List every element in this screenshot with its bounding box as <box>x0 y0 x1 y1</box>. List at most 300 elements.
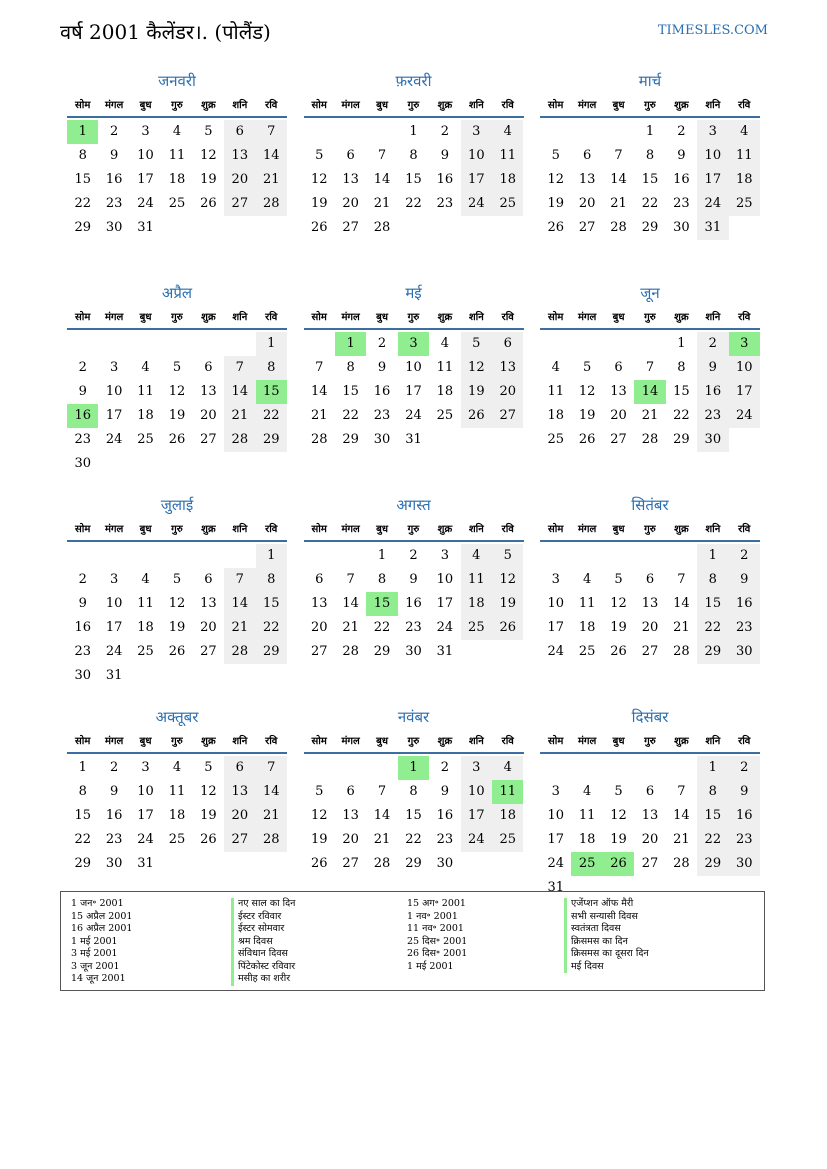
day-cell[interactable]: 16 <box>105 808 123 823</box>
day-cell[interactable]: 1 <box>697 756 728 780</box>
day-cell[interactable]: 17 <box>729 380 760 404</box>
day-cell[interactable]: 12 <box>610 808 627 823</box>
day-cell[interactable]: 11 <box>578 808 596 823</box>
day-cell[interactable]: 14 <box>673 596 690 611</box>
day-cell[interactable]: 6 <box>645 572 655 587</box>
day-cell[interactable]: 2 <box>440 760 450 775</box>
day-cell[interactable]: 3 <box>697 120 728 144</box>
day-cell[interactable]: 2 <box>729 756 760 780</box>
day-cell[interactable]: 27 <box>310 644 328 659</box>
day-cell[interactable]: 3 <box>551 784 560 799</box>
day-cell[interactable]: 16 <box>729 804 760 828</box>
day-cell[interactable]: 21 <box>673 620 690 635</box>
day-cell[interactable]: 16 <box>105 172 123 187</box>
day-cell[interactable]: 2 <box>78 572 87 587</box>
day-cell[interactable]: 31 <box>105 668 123 683</box>
day-cell[interactable]: 8 <box>645 148 655 163</box>
day-cell[interactable]: 23 <box>729 828 760 852</box>
day-cell[interactable]: 19 <box>492 592 523 616</box>
day-cell[interactable]: 17 <box>547 832 564 847</box>
day-cell[interactable]: 11 <box>137 596 154 611</box>
day-cell[interactable]: 1 <box>645 124 655 139</box>
day-cell[interactable]: 13 <box>224 780 255 804</box>
day-cell[interactable]: 9 <box>440 148 450 163</box>
day-cell[interactable]: 21 <box>373 832 391 847</box>
day-cell[interactable]: 28 <box>256 192 287 216</box>
day-cell[interactable]: 20 <box>492 380 523 404</box>
day-cell[interactable]: 12 <box>168 596 186 611</box>
day-cell[interactable]: 6 <box>582 148 592 163</box>
day-cell[interactable]: 23 <box>105 832 123 847</box>
day-cell[interactable]: 26 <box>200 832 217 847</box>
day-cell[interactable]: 4 <box>440 336 450 351</box>
day-cell[interactable]: 6 <box>346 148 355 163</box>
day-cell[interactable]: 18 <box>461 592 492 616</box>
day-cell[interactable]: 26 <box>310 220 328 235</box>
day-cell[interactable]: 22 <box>256 616 287 640</box>
day-cell[interactable]: 22 <box>74 196 91 211</box>
day-cell[interactable]: 26 <box>168 644 186 659</box>
day-cell[interactable]: 19 <box>200 172 217 187</box>
day-cell[interactable]: 20 <box>200 408 217 423</box>
day-cell[interactable]: 5 <box>172 360 182 375</box>
day-cell[interactable]: 15 <box>405 172 422 187</box>
day-cell[interactable]: 30 <box>74 668 91 683</box>
day-cell[interactable]: 25 <box>168 832 186 847</box>
day-cell[interactable]: 5 <box>582 360 592 375</box>
day-cell[interactable]: 16 <box>697 380 728 404</box>
day-cell[interactable]: 23 <box>405 620 422 635</box>
holiday-day[interactable]: 11 <box>492 780 523 804</box>
holiday-day[interactable]: 3 <box>729 332 760 356</box>
day-cell[interactable]: 6 <box>315 572 324 587</box>
day-cell[interactable]: 12 <box>200 148 217 163</box>
day-cell[interactable]: 13 <box>200 384 217 399</box>
day-cell[interactable]: 17 <box>137 808 154 823</box>
day-cell[interactable]: 9 <box>409 572 418 587</box>
day-cell[interactable]: 4 <box>492 756 523 780</box>
holiday-day[interactable]: 3 <box>398 332 429 356</box>
day-cell[interactable]: 23 <box>74 644 91 659</box>
day-cell[interactable]: 14 <box>256 780 287 804</box>
day-cell[interactable]: 13 <box>310 596 328 611</box>
day-cell[interactable]: 4 <box>492 120 523 144</box>
day-cell[interactable]: 26 <box>547 220 564 235</box>
day-cell[interactable]: 21 <box>373 196 391 211</box>
day-cell[interactable]: 6 <box>614 360 623 375</box>
day-cell[interactable]: 25 <box>436 408 454 423</box>
day-cell[interactable]: 15 <box>342 384 359 399</box>
day-cell[interactable]: 31 <box>547 880 564 895</box>
day-cell[interactable]: 9 <box>729 780 760 804</box>
day-cell[interactable]: 29 <box>697 852 728 876</box>
day-cell[interactable]: 9 <box>697 356 728 380</box>
day-cell[interactable]: 6 <box>224 120 255 144</box>
day-cell[interactable]: 20 <box>641 620 659 635</box>
day-cell[interactable]: 26 <box>200 196 217 211</box>
day-cell[interactable]: 11 <box>729 144 760 168</box>
day-cell[interactable]: 14 <box>373 172 391 187</box>
day-cell[interactable]: 1 <box>697 544 728 568</box>
day-cell[interactable]: 27 <box>492 404 523 428</box>
day-cell[interactable]: 5 <box>315 148 324 163</box>
day-cell[interactable]: 7 <box>645 360 655 375</box>
day-cell[interactable]: 31 <box>697 216 728 240</box>
day-cell[interactable]: 17 <box>105 408 123 423</box>
day-cell[interactable]: 27 <box>200 432 217 447</box>
holiday-day[interactable]: 25 <box>571 852 602 876</box>
holiday-day[interactable]: 1 <box>398 756 429 780</box>
day-cell[interactable]: 27 <box>224 192 255 216</box>
day-cell[interactable]: 31 <box>405 432 422 447</box>
day-cell[interactable]: 25 <box>729 192 760 216</box>
day-cell[interactable]: 27 <box>342 856 359 871</box>
day-cell[interactable]: 15 <box>74 172 91 187</box>
day-cell[interactable]: 26 <box>492 616 523 640</box>
day-cell[interactable]: 7 <box>377 784 387 799</box>
day-cell[interactable]: 30 <box>436 856 454 871</box>
holiday-day[interactable]: 14 <box>634 380 665 404</box>
day-cell[interactable]: 8 <box>409 148 418 163</box>
day-cell[interactable]: 1 <box>409 124 418 139</box>
day-cell[interactable]: 24 <box>105 644 123 659</box>
day-cell[interactable]: 12 <box>461 356 492 380</box>
day-cell[interactable]: 24 <box>547 644 564 659</box>
day-cell[interactable]: 24 <box>547 856 564 871</box>
day-cell[interactable]: 18 <box>729 168 760 192</box>
day-cell[interactable]: 13 <box>641 596 659 611</box>
day-cell[interactable]: 5 <box>614 572 623 587</box>
day-cell[interactable]: 31 <box>137 220 154 235</box>
day-cell[interactable]: 6 <box>346 784 355 799</box>
day-cell[interactable]: 2 <box>677 124 686 139</box>
day-cell[interactable]: 30 <box>729 640 760 664</box>
day-cell[interactable]: 21 <box>641 408 659 423</box>
day-cell[interactable]: 25 <box>578 644 596 659</box>
day-cell[interactable]: 4 <box>141 572 150 587</box>
day-cell[interactable]: 11 <box>547 384 564 399</box>
day-cell[interactable]: 17 <box>137 172 154 187</box>
day-cell[interactable]: 29 <box>74 220 91 235</box>
day-cell[interactable]: 18 <box>492 168 523 192</box>
day-cell[interactable]: 18 <box>137 408 154 423</box>
day-cell[interactable]: 22 <box>405 196 422 211</box>
day-cell[interactable]: 22 <box>256 404 287 428</box>
day-cell[interactable]: 14 <box>310 384 328 399</box>
day-cell[interactable]: 25 <box>168 196 186 211</box>
day-cell[interactable]: 11 <box>168 784 186 799</box>
day-cell[interactable]: 17 <box>405 384 422 399</box>
day-cell[interactable]: 16 <box>436 808 454 823</box>
day-cell[interactable]: 9 <box>109 148 119 163</box>
day-cell[interactable]: 4 <box>172 760 182 775</box>
day-cell[interactable]: 28 <box>610 220 627 235</box>
day-cell[interactable]: 5 <box>204 760 213 775</box>
day-cell[interactable]: 1 <box>377 548 387 563</box>
day-cell[interactable]: 22 <box>373 620 391 635</box>
day-cell[interactable]: 4 <box>729 120 760 144</box>
day-cell[interactable]: 8 <box>697 568 728 592</box>
day-cell[interactable]: 1 <box>256 544 287 568</box>
day-cell[interactable]: 4 <box>461 544 492 568</box>
day-cell[interactable]: 16 <box>436 172 454 187</box>
day-cell[interactable]: 28 <box>342 644 359 659</box>
day-cell[interactable]: 19 <box>610 620 627 635</box>
day-cell[interactable]: 10 <box>137 148 154 163</box>
day-cell[interactable]: 11 <box>461 568 492 592</box>
day-cell[interactable]: 2 <box>377 336 387 351</box>
day-cell[interactable]: 29 <box>697 640 728 664</box>
day-cell[interactable]: 13 <box>641 808 659 823</box>
day-cell[interactable]: 12 <box>610 596 627 611</box>
day-cell[interactable]: 11 <box>492 144 523 168</box>
day-cell[interactable]: 8 <box>78 784 87 799</box>
day-cell[interactable]: 29 <box>405 856 422 871</box>
day-cell[interactable]: 14 <box>256 144 287 168</box>
day-cell[interactable]: 27 <box>610 432 627 447</box>
day-cell[interactable]: 19 <box>310 196 328 211</box>
day-cell[interactable]: 29 <box>256 640 287 664</box>
day-cell[interactable]: 10 <box>461 780 492 804</box>
day-cell[interactable]: 3 <box>440 548 450 563</box>
day-cell[interactable]: 23 <box>697 404 728 428</box>
day-cell[interactable]: 18 <box>578 620 596 635</box>
day-cell[interactable]: 17 <box>461 168 492 192</box>
day-cell[interactable]: 26 <box>310 856 328 871</box>
day-cell[interactable]: 10 <box>697 144 728 168</box>
day-cell[interactable]: 2 <box>729 544 760 568</box>
day-cell[interactable]: 20 <box>342 196 359 211</box>
day-cell[interactable]: 13 <box>578 172 596 187</box>
day-cell[interactable]: 9 <box>78 384 87 399</box>
day-cell[interactable]: 29 <box>342 432 359 447</box>
day-cell[interactable]: 7 <box>315 360 324 375</box>
day-cell[interactable]: 11 <box>436 360 454 375</box>
day-cell[interactable]: 10 <box>547 596 564 611</box>
day-cell[interactable]: 8 <box>377 572 387 587</box>
day-cell[interactable]: 12 <box>168 384 186 399</box>
day-cell[interactable]: 21 <box>342 620 359 635</box>
day-cell[interactable]: 18 <box>578 832 596 847</box>
day-cell[interactable]: 30 <box>697 428 728 452</box>
day-cell[interactable]: 28 <box>256 828 287 852</box>
day-cell[interactable]: 23 <box>373 408 391 423</box>
day-cell[interactable]: 18 <box>547 408 564 423</box>
day-cell[interactable]: 3 <box>551 572 560 587</box>
day-cell[interactable]: 29 <box>373 644 391 659</box>
holiday-day[interactable]: 26 <box>603 852 634 876</box>
day-cell[interactable]: 13 <box>342 172 359 187</box>
holiday-day[interactable]: 15 <box>256 380 287 404</box>
day-cell[interactable]: 17 <box>461 804 492 828</box>
day-cell[interactable]: 21 <box>256 168 287 192</box>
day-cell[interactable]: 7 <box>256 120 287 144</box>
day-cell[interactable]: 19 <box>168 408 186 423</box>
day-cell[interactable]: 2 <box>109 124 119 139</box>
day-cell[interactable]: 20 <box>641 832 659 847</box>
day-cell[interactable]: 26 <box>610 644 627 659</box>
day-cell[interactable]: 2 <box>440 124 450 139</box>
day-cell[interactable]: 19 <box>200 808 217 823</box>
day-cell[interactable]: 14 <box>673 808 690 823</box>
day-cell[interactable]: 20 <box>224 804 255 828</box>
day-cell[interactable]: 20 <box>342 832 359 847</box>
day-cell[interactable]: 29 <box>641 220 659 235</box>
day-cell[interactable]: 15 <box>405 808 422 823</box>
day-cell[interactable]: 25 <box>492 828 523 852</box>
day-cell[interactable]: 25 <box>547 432 564 447</box>
day-cell[interactable]: 8 <box>256 356 287 380</box>
day-cell[interactable]: 10 <box>137 784 154 799</box>
day-cell[interactable]: 5 <box>172 572 182 587</box>
day-cell[interactable]: 29 <box>673 432 690 447</box>
day-cell[interactable]: 12 <box>492 568 523 592</box>
day-cell[interactable]: 24 <box>461 828 492 852</box>
day-cell[interactable]: 31 <box>436 644 454 659</box>
day-cell[interactable]: 28 <box>373 220 391 235</box>
day-cell[interactable]: 3 <box>141 124 150 139</box>
day-cell[interactable]: 22 <box>342 408 359 423</box>
day-cell[interactable]: 21 <box>610 196 627 211</box>
day-cell[interactable]: 30 <box>729 852 760 876</box>
day-cell[interactable]: 21 <box>256 804 287 828</box>
holiday-day[interactable]: 16 <box>67 404 98 428</box>
day-cell[interactable]: 13 <box>200 596 217 611</box>
day-cell[interactable]: 12 <box>200 784 217 799</box>
day-cell[interactable]: 24 <box>697 192 728 216</box>
day-cell[interactable]: 5 <box>614 784 623 799</box>
day-cell[interactable]: 23 <box>673 196 690 211</box>
day-cell[interactable]: 29 <box>256 428 287 452</box>
day-cell[interactable]: 25 <box>461 616 492 640</box>
day-cell[interactable]: 5 <box>492 544 523 568</box>
day-cell[interactable]: 6 <box>645 784 655 799</box>
day-cell[interactable]: 10 <box>461 144 492 168</box>
day-cell[interactable]: 14 <box>224 592 255 616</box>
day-cell[interactable]: 5 <box>551 148 560 163</box>
day-cell[interactable]: 17 <box>697 168 728 192</box>
day-cell[interactable]: 16 <box>74 620 91 635</box>
day-cell[interactable]: 17 <box>436 596 454 611</box>
day-cell[interactable]: 18 <box>492 804 523 828</box>
day-cell[interactable]: 23 <box>436 832 454 847</box>
day-cell[interactable]: 14 <box>224 380 255 404</box>
day-cell[interactable]: 1 <box>78 760 87 775</box>
day-cell[interactable]: 10 <box>436 572 454 587</box>
day-cell[interactable]: 7 <box>677 784 686 799</box>
day-cell[interactable]: 13 <box>492 356 523 380</box>
day-cell[interactable]: 25 <box>492 192 523 216</box>
day-cell[interactable]: 29 <box>74 856 91 871</box>
day-cell[interactable]: 5 <box>315 784 324 799</box>
holiday-day[interactable]: 15 <box>366 592 397 616</box>
day-cell[interactable]: 10 <box>105 596 123 611</box>
day-cell[interactable]: 23 <box>105 196 123 211</box>
day-cell[interactable]: 18 <box>137 620 154 635</box>
day-cell[interactable]: 24 <box>137 196 154 211</box>
day-cell[interactable]: 13 <box>342 808 359 823</box>
day-cell[interactable]: 5 <box>204 124 213 139</box>
day-cell[interactable]: 9 <box>377 360 387 375</box>
day-cell[interactable]: 1 <box>256 332 287 356</box>
day-cell[interactable]: 13 <box>224 144 255 168</box>
day-cell[interactable]: 19 <box>610 832 627 847</box>
day-cell[interactable]: 8 <box>697 780 728 804</box>
day-cell[interactable]: 27 <box>578 220 596 235</box>
day-cell[interactable]: 6 <box>204 572 213 587</box>
day-cell[interactable]: 11 <box>578 596 596 611</box>
day-cell[interactable]: 16 <box>373 384 391 399</box>
day-cell[interactable]: 5 <box>461 332 492 356</box>
day-cell[interactable]: 9 <box>78 596 87 611</box>
day-cell[interactable]: 2 <box>409 548 418 563</box>
day-cell[interactable]: 13 <box>610 384 627 399</box>
day-cell[interactable]: 10 <box>547 808 564 823</box>
day-cell[interactable]: 8 <box>677 360 686 375</box>
day-cell[interactable]: 28 <box>373 856 391 871</box>
day-cell[interactable]: 4 <box>551 360 560 375</box>
day-cell[interactable]: 24 <box>137 832 154 847</box>
day-cell[interactable]: 3 <box>141 760 150 775</box>
day-cell[interactable]: 20 <box>224 168 255 192</box>
day-cell[interactable]: 28 <box>310 432 328 447</box>
day-cell[interactable]: 12 <box>578 384 596 399</box>
day-cell[interactable]: 9 <box>677 148 686 163</box>
day-cell[interactable]: 9 <box>109 784 119 799</box>
day-cell[interactable]: 3 <box>109 572 119 587</box>
day-cell[interactable]: 25 <box>137 644 154 659</box>
day-cell[interactable]: 9 <box>440 784 450 799</box>
day-cell[interactable]: 30 <box>373 432 391 447</box>
day-cell[interactable]: 28 <box>673 644 690 659</box>
day-cell[interactable]: 15 <box>697 804 728 828</box>
day-cell[interactable]: 8 <box>409 784 418 799</box>
day-cell[interactable]: 17 <box>547 620 564 635</box>
day-cell[interactable]: 4 <box>582 784 592 799</box>
day-cell[interactable]: 6 <box>224 756 255 780</box>
day-cell[interactable]: 10 <box>405 360 422 375</box>
day-cell[interactable]: 25 <box>137 432 154 447</box>
day-cell[interactable]: 21 <box>673 832 690 847</box>
day-cell[interactable]: 17 <box>105 620 123 635</box>
day-cell[interactable]: 8 <box>346 360 355 375</box>
day-cell[interactable]: 26 <box>578 432 596 447</box>
day-cell[interactable]: 16 <box>729 592 760 616</box>
day-cell[interactable]: 16 <box>673 172 690 187</box>
day-cell[interactable]: 23 <box>74 432 91 447</box>
day-cell[interactable]: 28 <box>224 428 255 452</box>
day-cell[interactable]: 22 <box>405 832 422 847</box>
day-cell[interactable]: 7 <box>377 148 387 163</box>
day-cell[interactable]: 7 <box>224 568 255 592</box>
day-cell[interactable]: 3 <box>461 756 492 780</box>
day-cell[interactable]: 2 <box>109 760 119 775</box>
day-cell[interactable]: 8 <box>78 148 87 163</box>
day-cell[interactable]: 15 <box>641 172 659 187</box>
day-cell[interactable]: 28 <box>673 856 690 871</box>
day-cell[interactable]: 24 <box>461 192 492 216</box>
day-cell[interactable]: 6 <box>204 360 213 375</box>
day-cell[interactable]: 27 <box>224 828 255 852</box>
site-link[interactable]: TIMESLES.COM <box>657 23 768 38</box>
holiday-day[interactable]: 1 <box>335 332 366 356</box>
day-cell[interactable]: 8 <box>256 568 287 592</box>
day-cell[interactable]: 21 <box>224 616 255 640</box>
day-cell[interactable]: 27 <box>641 644 659 659</box>
day-cell[interactable]: 30 <box>673 220 690 235</box>
day-cell[interactable]: 19 <box>578 408 596 423</box>
day-cell[interactable]: 18 <box>168 172 186 187</box>
